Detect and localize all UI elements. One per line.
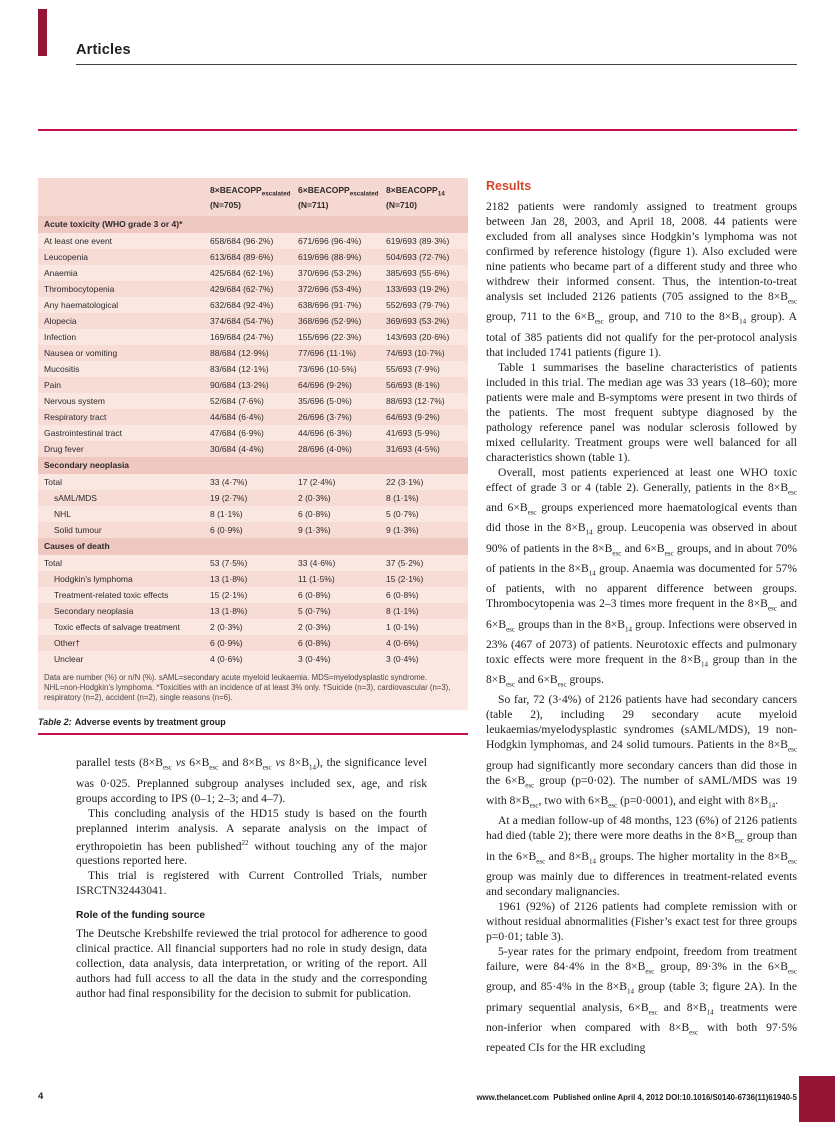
- row-value: 19 (2·7%): [204, 490, 292, 506]
- column-title-subscript: escalated: [261, 190, 291, 198]
- table-section-title: Acute toxicity (WHO grade 3 or 4)*: [38, 216, 468, 233]
- row-label: Solid tumour: [38, 522, 204, 538]
- table-row: [38, 490, 468, 506]
- row-label: Alopecia: [38, 313, 204, 329]
- row-value: 13 (1·8%): [204, 571, 292, 587]
- row-label: Other†: [38, 635, 204, 651]
- table-row: [38, 603, 468, 619]
- column-n: (N=711): [298, 199, 329, 210]
- corner-box: [799, 1076, 835, 1122]
- table-row: [38, 249, 468, 265]
- row-value: 6 (0·9%): [204, 522, 292, 538]
- row-value: 33 (4·7%): [204, 474, 292, 490]
- caption-rule: [38, 733, 468, 735]
- row-label: Total: [38, 555, 204, 571]
- table-row: [38, 361, 468, 377]
- row-value: 30/684 (4·4%): [204, 441, 292, 457]
- row-value: 374/684 (54·7%): [204, 313, 292, 329]
- table-footnote: Data are number (%) or n/N (%). sAML=secondary acute myeloid leukaemia. MDS=myelodysplastic syndrome. NHL=non-Hodgkin’s lymphoma. *Toxicities with an incidence of at least 3% only. †Suicide (n=3), cardiovascular (n=3), respiratory (n=2), accident (n=2), single reasons (n=6).: [38, 667, 468, 711]
- row-label: Infection: [38, 329, 204, 345]
- table-row: [38, 587, 468, 603]
- table-caption-label: Table 2:: [38, 717, 72, 728]
- footer-text: [476, 1093, 797, 1102]
- row-value: 77/696 (11·1%): [292, 345, 380, 361]
- row-value: 169/684 (24·7%): [204, 329, 292, 345]
- section-label: Articles: [76, 42, 131, 58]
- table-row: [38, 313, 468, 329]
- row-value: 368/696 (52·9%): [292, 313, 380, 329]
- table-row: [38, 233, 468, 249]
- row-value: 2 (0·3%): [292, 490, 380, 506]
- results-paragraphs: [486, 199, 797, 1055]
- table-row: [38, 651, 468, 667]
- row-value: 64/693 (9·2%): [380, 409, 468, 425]
- row-value: 56/693 (8·1%): [380, 377, 468, 393]
- row-value: 52/684 (7·6%): [204, 393, 292, 409]
- row-label: Nervous system: [38, 393, 204, 409]
- paragraph: parallel tests ($8\times B_{esc}$ vs $6\times B_{esc}$ and $8\times B_{esc}$ vs $8\times B_{14}$), the significance level was 0·025. Preplanned subgroup analyses included sex, age, and risk groups according to IPS (0–1; 2–3; and 4–7).: [76, 756, 427, 805]
- row-value: 73/696 (10·5%): [292, 361, 380, 377]
- row-value: 26/696 (3·7%): [292, 409, 380, 425]
- row-value: 44/696 (6·3%): [292, 425, 380, 441]
- left-column: [38, 178, 468, 1001]
- table-section-title: Secondary neoplasia: [38, 457, 468, 474]
- table-section-row: [38, 216, 468, 233]
- row-label: Total: [38, 474, 204, 490]
- row-label: Mucositis: [38, 361, 204, 377]
- row-value: 11 (1·5%): [292, 571, 380, 587]
- column-title: 8×BEACOPP: [386, 185, 438, 195]
- row-value: 3 (0·4%): [380, 651, 468, 667]
- table-row: [38, 522, 468, 538]
- page-number: 4: [38, 1091, 44, 1102]
- paragraph: At a median follow-up of 48 months, 123 (6%) of 2126 patients had died (table 2); there were more deaths in the $8\times B_{esc}$ group than in the $6\times B_{esc}$ and $8\times B_{14}$ groups. The higher mortality in the $8\times B_{esc}$ group was mainly due to differences in treatment-related events and secondary malignancies.: [486, 814, 797, 898]
- row-value: 425/684 (62·1%): [204, 265, 292, 281]
- footer-publication-info: Published online April 4, 2012 DOI:10.1016/S0140-6736(11)61940-5: [553, 1093, 797, 1102]
- row-value: 9 (1·3%): [380, 522, 468, 538]
- row-value: 6 (0·8%): [292, 587, 380, 603]
- row-value: 9 (1·3%): [292, 522, 380, 538]
- row-value: 41/693 (5·9%): [380, 425, 468, 441]
- top-rule: [38, 129, 797, 131]
- table-row: [38, 571, 468, 587]
- table-header-col-2: [292, 178, 380, 216]
- row-value: 552/693 (79·7%): [380, 297, 468, 313]
- row-value: 90/684 (13·2%): [204, 377, 292, 393]
- column-title-subscript: escalated: [349, 190, 379, 198]
- table-row: [38, 281, 468, 297]
- row-value: 6 (0·8%): [292, 506, 380, 522]
- table-row: [38, 441, 468, 457]
- row-label: Nausea or vomiting: [38, 345, 204, 361]
- paragraph: 5-year rates for the primary endpoint, freedom from treatment failure, were 84·4% in the $8\times B_{esc}$ group, 89·3% in the $6\times B_{esc}$ group, and 85·4% in the $8\times B_{14}$ group (table 3; figure 2A). In the primary sequential analysis, $6\times B_{esc}$ and $8\times B_{14}$ treatments were non-inferior when compared with $8\times B_{esc}$ with both 97·5% repeated CIs for the HR excluding: [486, 945, 797, 1055]
- table-row: [38, 297, 468, 313]
- row-value: 44/684 (6·4%): [204, 409, 292, 425]
- row-label: Gastrointestinal tract: [38, 425, 204, 441]
- row-value: 15 (2·1%): [204, 587, 292, 603]
- row-value: 619/693 (89·3%): [380, 233, 468, 249]
- table-section-row: [38, 457, 468, 474]
- row-value: 88/693 (12·7%): [380, 393, 468, 409]
- row-value: 143/693 (20·6%): [380, 329, 468, 345]
- footer-site: www.thelancet.com: [476, 1093, 549, 1102]
- row-label: Leucopenia: [38, 249, 204, 265]
- table-row: [38, 506, 468, 522]
- left-body: [76, 755, 427, 1001]
- row-value: 53 (7·5%): [204, 555, 292, 571]
- row-value: 55/693 (7·9%): [380, 361, 468, 377]
- paragraph: This concluding analysis of the HD15 study is based on the fourth preplanned interim analysis. A separate analysis on the impact of erythropoietin has been published$^{22}$ without touching any of the major questions reported here.: [76, 806, 427, 868]
- row-value: 133/693 (19·2%): [380, 281, 468, 297]
- row-value: 74/693 (10·7%): [380, 345, 468, 361]
- paragraph: Overall, most patients experienced at least one WHO toxic effect of grade 3 or 4 (table 2). Generally, patients in the $8\times B_{esc}$ and $6\times B_{esc}$ groups experienced more haematological events than did those in the $8\times B_{14}$ group. Leucopenia was observed in about 90% of patients in the $8\times B_{esc}$ and $6\times B_{esc}$ groups, and in about 70% of patients in the $8\times B_{14}$ group. Anaemia was documented for 57% of patients, with no apparent difference between groups. Thrombocytopenia was 2–3 times more frequent in the $8\times B_{esc}$ and $6\times B_{esc}$ groups than in the $8\times B_{14}$ group. Infections were observed in 23% (467 of 2073) of patients. Neurotoxic effects and pulmonary toxic effects were more frequent in the $8\times B_{14}$ group than in the $8\times B_{esc}$ and $6\times B_{esc}$ groups.: [486, 465, 797, 689]
- row-label: Unclear: [38, 651, 204, 667]
- row-value: 6 (0·9%): [204, 635, 292, 651]
- row-value: 33 (4·6%): [292, 555, 380, 571]
- table-row: [38, 345, 468, 361]
- row-value: 2 (0·3%): [204, 619, 292, 635]
- paragraph: This trial is registered with Current Controlled Trials, number ISRCTN32443041.: [76, 869, 427, 898]
- row-label: Thrombocytopenia: [38, 281, 204, 297]
- row-value: 619/696 (88·9%): [292, 249, 380, 265]
- column-title-subscript: 14: [437, 190, 445, 198]
- row-value: 8 (1·1%): [380, 603, 468, 619]
- funding-heading: Role of the funding source: [76, 910, 206, 922]
- table-row: [38, 619, 468, 635]
- articles-rule: [76, 64, 797, 65]
- row-label: sAML/MDS: [38, 490, 204, 506]
- row-value: 88/684 (12·9%): [204, 345, 292, 361]
- row-value: 35/696 (5·0%): [292, 393, 380, 409]
- table-section-row: [38, 538, 468, 555]
- paragraph: So far, 72 (3·4%) of 2126 patients have had secondary cancers (table 2), including 29 secondary acute myeloid leukaemias/myelodysplastic syndromes (sAML/MDS), 19 non-Hodgkin lymphomas, and 24 solid tumours. Patients in the $8\times B_{esc}$ group had significantly more secondary cancers than did those in the $6\times B_{esc}$ group (p=0·02). The number of sAML/MDS was 19 with $8\times B_{esc}$, two with $6\times B_{esc}$ (p=0·0001), and eight with $8\times B_{14}$.: [486, 693, 797, 810]
- row-value: 8 (1·1%): [380, 490, 468, 506]
- paragraph: 2182 patients were randomly assigned to treatment groups between Jan 28, 2003, and April 18, 2008. 44 patients were excluded from all analyses since Hodgkin’s lymphoma was not confirmed by reference histology (figure 1). Also excluded were nine patients who became part of a different study and three who withdrew their informed consent. Thus, the intention-to-treat analysis set included 2126 patients (705 assigned to the $8\times B_{esc}$ group, 711 to the $6\times B_{esc}$ group, and 710 to the $8\times B_{14}$ group). A total of 385 patients did not qualify for the per-protocol analysis that included 1741 patients (figure 1).: [486, 200, 797, 359]
- column-n: (N=705): [210, 199, 241, 210]
- table-caption: [38, 717, 468, 727]
- row-value: 17 (2·4%): [292, 474, 380, 490]
- row-value: 5 (0·7%): [292, 603, 380, 619]
- row-label: Drug fever: [38, 441, 204, 457]
- table-row: [38, 555, 468, 571]
- right-column: [486, 179, 797, 1055]
- column-title: 6×BEACOPP: [298, 185, 350, 195]
- row-value: 15 (2·1%): [380, 571, 468, 587]
- row-value: 369/693 (53·2%): [380, 313, 468, 329]
- row-label: Treatment-related toxic effects: [38, 587, 204, 603]
- row-value: 632/684 (92·4%): [204, 297, 292, 313]
- row-value: 6 (0·8%): [292, 635, 380, 651]
- funding-paragraph: The Deutsche Krebshilfe reviewed the trial protocol for adherence to good clinical practice. All financial supporters had no role in study design, data collection, data analysis, data interpretation, or writing of the report. All authors had full access to all the data in the study and the corresponding author had final responsibility for the decision to submit for publication.: [76, 927, 427, 1001]
- table-header-col-3: [380, 178, 468, 216]
- left-paragraphs: [76, 755, 427, 898]
- table-header-empty: [38, 178, 204, 216]
- brand-bar: [38, 9, 47, 56]
- column-title: 8×BEACOPP: [210, 185, 262, 195]
- table-row: [38, 635, 468, 651]
- table-row: [38, 474, 468, 490]
- table-caption-text: Adverse events by treatment group: [74, 717, 226, 728]
- row-value: 2 (0·3%): [292, 619, 380, 635]
- row-label: At least one event: [38, 233, 204, 249]
- table-row: [38, 377, 468, 393]
- table2-body: [38, 216, 468, 667]
- row-label: Pain: [38, 377, 204, 393]
- paragraph: 1961 (92%) of 2126 patients had complete remission with or without residual abnormalities (Fisher’s exact test for three groups p=0·01; table 3).: [486, 900, 797, 943]
- row-value: 22 (3·1%): [380, 474, 468, 490]
- row-label: Any haematological: [38, 297, 204, 313]
- row-value: 613/684 (89·6%): [204, 249, 292, 265]
- row-value: 658/684 (96·2%): [204, 233, 292, 249]
- row-label: Hodgkin’s lymphoma: [38, 571, 204, 587]
- row-value: 8 (1·1%): [204, 506, 292, 522]
- row-value: 28/696 (4·0%): [292, 441, 380, 457]
- table-row: [38, 409, 468, 425]
- table-header-col-1: [204, 178, 292, 216]
- row-label: NHL: [38, 506, 204, 522]
- table-header-row: [38, 178, 468, 216]
- row-value: 1 (0·1%): [380, 619, 468, 635]
- results-heading: Results: [486, 179, 532, 193]
- row-value: 429/684 (62·7%): [204, 281, 292, 297]
- row-value: 504/693 (72·7%): [380, 249, 468, 265]
- table-row: [38, 265, 468, 281]
- row-value: 3 (0·4%): [292, 651, 380, 667]
- row-value: 385/693 (55·6%): [380, 265, 468, 281]
- row-value: 4 (0·6%): [380, 635, 468, 651]
- adverse-events-table: [38, 178, 468, 667]
- row-label: Anaemia: [38, 265, 204, 281]
- row-label: Respiratory tract: [38, 409, 204, 425]
- row-value: 372/696 (53·4%): [292, 281, 380, 297]
- row-value: 37 (5·2%): [380, 555, 468, 571]
- row-value: 5 (0·7%): [380, 506, 468, 522]
- row-value: 370/696 (53·2%): [292, 265, 380, 281]
- row-value: 6 (0·8%): [380, 587, 468, 603]
- row-value: 47/684 (6·9%): [204, 425, 292, 441]
- column-n: (N=710): [386, 199, 417, 210]
- table-row: [38, 393, 468, 409]
- row-label: Secondary neoplasia: [38, 603, 204, 619]
- table-section-title: Causes of death: [38, 538, 468, 555]
- table-row: [38, 329, 468, 345]
- row-value: 4 (0·6%): [204, 651, 292, 667]
- row-value: 638/696 (91·7%): [292, 297, 380, 313]
- paragraph: Table 1 summarises the baseline characteristics of patients included in this trial. The median age was 33 years (18–60); more patients were male and B-symptoms were present in two thirds of the patients. The most frequent subtype diagnosed by the pathology reference panel was nodular sclerosis followed by mixed cellularity. Treatment groups were well balanced for all characteristics shown (table 1).: [486, 360, 797, 464]
- row-value: 155/696 (22·3%): [292, 329, 380, 345]
- row-value: 671/696 (96·4%): [292, 233, 380, 249]
- row-value: 31/693 (4·5%): [380, 441, 468, 457]
- row-label: Toxic effects of salvage treatment: [38, 619, 204, 635]
- row-value: 13 (1·8%): [204, 603, 292, 619]
- table-row: [38, 425, 468, 441]
- row-value: 83/684 (12·1%): [204, 361, 292, 377]
- row-value: 64/696 (9·2%): [292, 377, 380, 393]
